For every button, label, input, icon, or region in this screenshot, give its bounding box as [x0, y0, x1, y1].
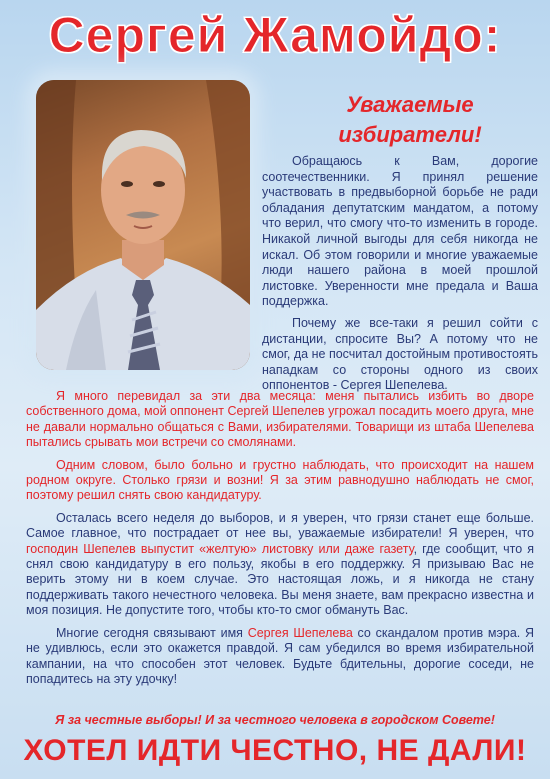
text-span: Осталась всего неделя до выборов, и я уверен, что грязи станет еще больше. Самое главное, что пострадает от нее вы, уважаемые избиратели! Я уверен, что: [26, 510, 534, 541]
text-span: со скандалом против мэра. Я не удивлюсь, если это окажется правдой. Я сам убедился во время избирательной кампании, на что способен этот человек. Будьте бдительны, дорогие соседи, не попадитесь на эту удочку!: [26, 625, 535, 686]
text-span: Многие сегодня связывают имя: [56, 625, 248, 640]
main-text: [26, 389, 534, 694]
candidate-photo: [36, 80, 250, 370]
intro-paragraph: Почему же все-таки я решил сойти с дистанции, спросите Вы? А потому что не смог, да не посчитал достойным противостоять нападкам со стороны одного из своих оппонентов - Сергея Шепелева.: [262, 315, 538, 393]
body-paragraph-withdrawal: Одним словом, было больно и грустно наблюдать, что происходит на нашем родном округе. Столько грязи и возни! Я за этим равнодушно наблюдать не смог, поэтому решил снять свою кандидатуру.: [26, 457, 534, 503]
intro-text: [262, 154, 538, 400]
slogan: Я за честные выборы! И за честного человека в городском Совете!: [55, 713, 495, 727]
text-span: , где сообщит, что я снял свою кандидатуру в его пользу, якобы в его поддержку. Я призываю Вас не верить этому ни в коем случае. Это настоящая ложь, и я никогда не стану поддерживать такого нечестного человека. Вы меня знаете, вам прекрасно известна и моя позиция. Не допустите того, чтобы кто-то смог обмануть Вас.: [26, 541, 534, 618]
intro-paragraph: Обращаюсь к Вам, дорогие соотечественники. Я принял решение участвовать в предвыборной борьбе не ради обладания депутатским мандатом, а потому что верил, что смогу что-то изменить в городе. Никакой личной выгоды для себя никогда не искал. Об этом говорили и многие уважаемые люди нашего района в моей прошлой листовке. Уверенности мне предала и Ваша поддержка.: [262, 154, 538, 309]
highlight-span: господин Шепелев выпустит «желтую» листовку или даже газету: [26, 541, 414, 556]
greeting-heading: Уважаемые избиратели!: [338, 92, 482, 147]
portrait-illustration: [36, 80, 250, 370]
body-paragraph-warning: [26, 511, 534, 619]
body-paragraph-threats: Я много перевидал за эти два месяца: меня пытались избить во дворе собственного дома, мой оппонент Сергей Шепелев угрожал посадить моего друга, мне не давали нормально общаться с Вами, избирателями. Товарищи из штаба Шепелева пытались срывать мои встречи со смолянами.: [26, 389, 534, 450]
candidate-name-title: Сергей Жамойдо:: [48, 7, 502, 63]
highlight-span: Сергея Шепелева: [247, 625, 353, 640]
footer-headline: ХОТЕЛ ИДТИ ЧЕСТНО, НЕ ДАЛИ!: [23, 734, 527, 767]
body-paragraph-scandal: [26, 626, 534, 688]
